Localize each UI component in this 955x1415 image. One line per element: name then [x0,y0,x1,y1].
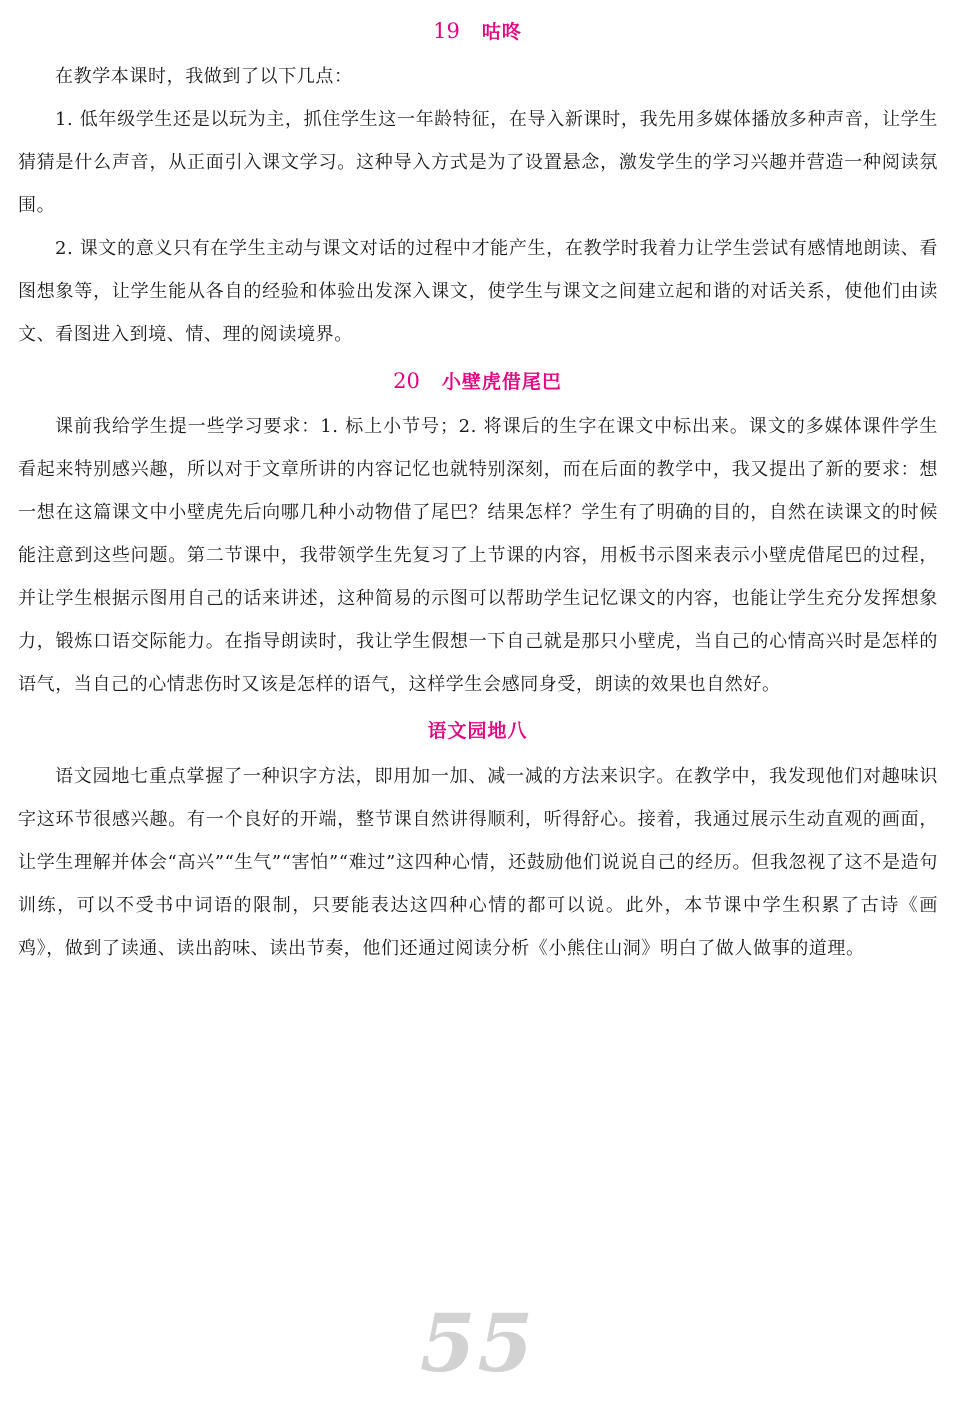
paragraph: 在教学本课时，我做到了以下几点： [55,66,353,87]
section-body-garden-8 [18,755,938,970]
section-title: 小壁虎借尾巴 [441,371,562,393]
section-heading-19 [0,20,955,43]
section-heading-20 [0,370,955,393]
paragraph: 语文园地七重点掌握了一种识字方法，即用加一加、减一减的方法来识字。在教学中，我发现他们对趣味识字这环节很感兴趣。有一个良好的开端，整节课自然讲得顺利，听得舒心。接着，我通过展示生动直观的画面，让学生理解并体会“高兴”“生气”“害怕”“难过”这四种心情，还鼓励他们说说自己的经历。但我忽视了这不是造句训练，可以不受书中词语的限制，只要能表达这四种心情的都可以说。此外，本节课中学生积累了古诗《画鸡》，做到了读通、读出韵味、读出节奏，他们还通过阅读分析《小熊住山洞》明白了做人做事的道理。 [18,766,938,959]
paragraph: 1. 低年级学生还是以玩为主，抓住学生这一年龄特征，在导入新课时，我先用多媒体播放多种声音，让学生猜猜是什么声音，从正面引入课文学习。这种导入方式是为了设置悬念，激发学生的学习兴趣并营造一种阅读氛围。 [18,109,938,216]
section-body-19 [18,55,938,356]
section-number: 20 [393,369,420,393]
paragraph: 课前我给学生提一些学习要求：1. 标上小节号；2. 将课后的生字在课文中标出来。课文的多媒体课件学生看起来特别感兴趣，所以对于文章所讲的内容记忆也就特别深刻，而在后面的教学中，我又提出了新的要求：想一想在这篇课文中小壁虎先后向哪几种小动物借了尾巴？结果怎样？学生有了明确的目的，自然在读课文的时候能注意到这些问题。第二节课中，我带领学生先复习了上节课的内容，用板书示图来表示小壁虎借尾巴的过程，并让学生根据示图用自己的话来讲述，这种简易的示图可以帮助学生记忆课文的内容，也能让学生充分发挥想象力，锻炼口语交际能力。在指导朗读时，我让学生假想一下自己就是那只小壁虎，当自己的心情高兴时是怎样的语气，当自己的心情悲伤时又该是怎样的语气，这样学生会感同身受，朗读的效果也自然好。 [18,416,938,695]
page-number: 55 [419,1296,536,1390]
section-title: 咕咚 [481,21,522,43]
section-body-20 [18,405,938,706]
section-title: 语文园地八 [427,720,528,742]
section-number: 19 [433,19,460,43]
section-heading-garden-8 [0,720,955,742]
paragraph: 2. 课文的意义只有在学生主动与课文对话的过程中才能产生，在教学时我着力让学生尝试有感情地朗读、看图想象等，让学生能从各自的经验和体验出发深入课文，使学生与课文之间建立起和谐的对话关系，使他们由读文、看图进入到境、情、理的阅读境界。 [18,238,938,345]
